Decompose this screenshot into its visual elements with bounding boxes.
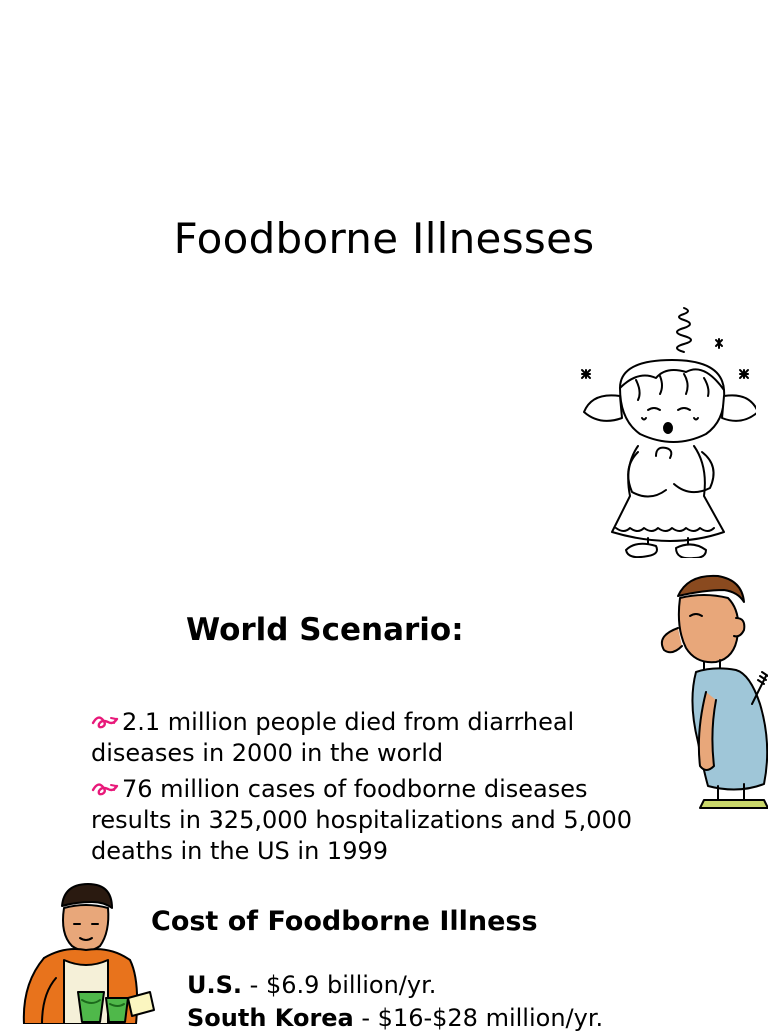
bullet-item [91,707,651,769]
cost-amount: $16-$28 million/yr. [377,1004,604,1032]
cost-country: South Korea [187,1004,354,1032]
cost-amount: $6.9 billion/yr. [265,971,437,999]
food-handler-illustration [0,880,160,1024]
slide-title: Foodborne Illnesses [173,214,595,263]
sick-girl-illustration [576,306,756,558]
cost-separator: - [242,971,266,999]
world-scenario-heading: World Scenario: [186,612,464,648]
cost-row [187,970,436,1000]
cost-row [187,1003,603,1033]
cost-country: U.S. [187,971,243,999]
swirl-bullet-icon [91,780,119,798]
cost-heading: Cost of Foodborne Illness [151,906,538,937]
bullet-text: 76 million cases of foodborne diseases results in 325,000 hospitalizations and 5,000 deaths in the US in 1999 [91,775,633,865]
cost-separator: - [353,1004,378,1032]
swirl-bullet-icon [91,713,119,731]
bullet-item [91,774,651,867]
sick-man-illustration [652,572,768,812]
bullet-text: 2.1 million people died from diarrheal diseases in 2000 in the world [91,708,575,767]
